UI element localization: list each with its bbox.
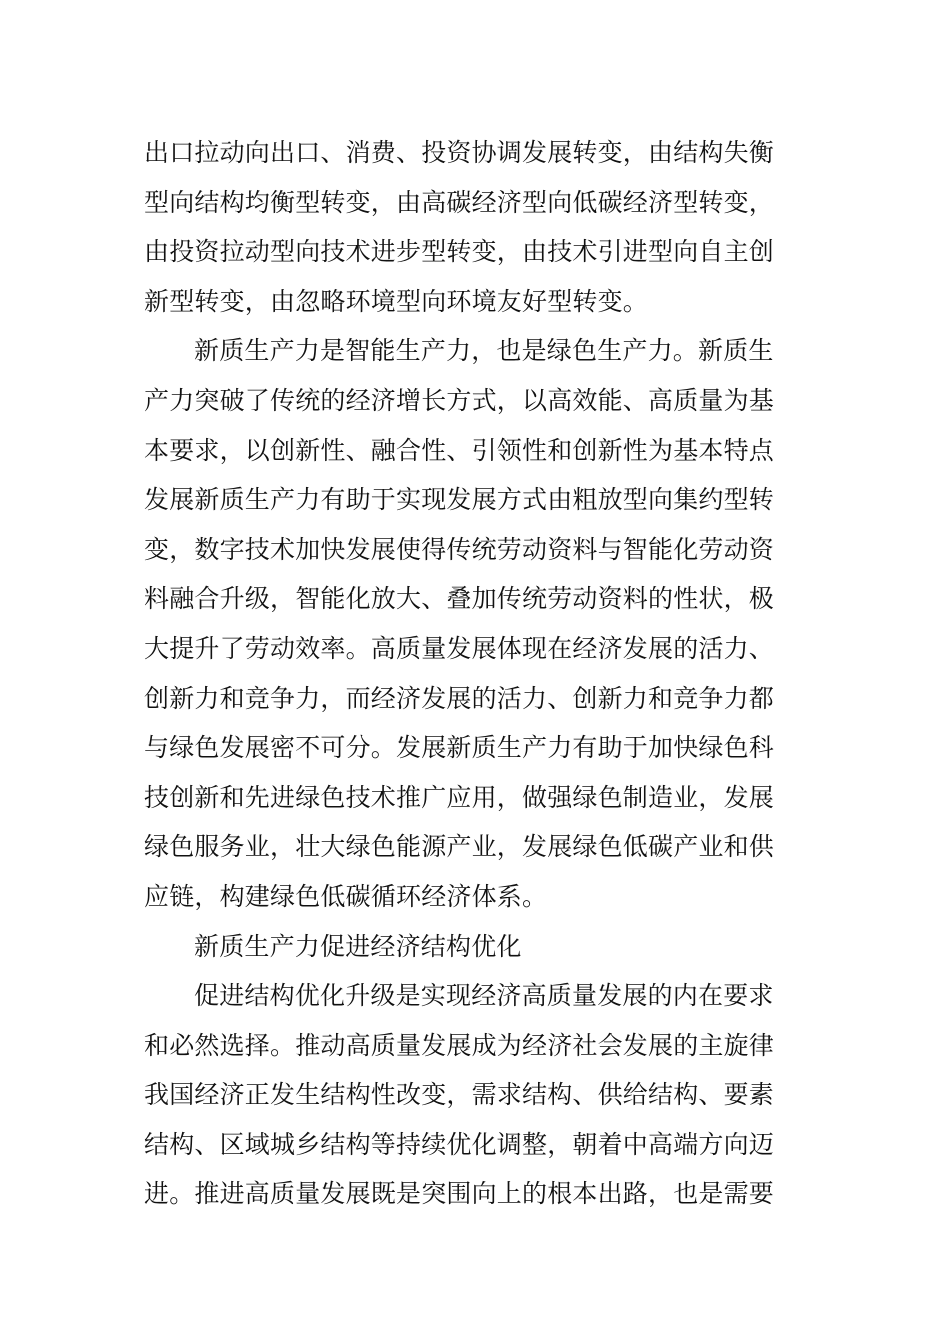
text-line: 产力突破了传统的经济增长方式，以高效能、高质量为基	[144, 385, 775, 415]
text-line: 型向结构均衡型转变，由高碳经济型向低碳经济型转变，	[144, 187, 775, 217]
text-line: 与绿色发展密不可分。发展新质生产力有助于加快绿色科	[144, 733, 775, 763]
text-line: 大提升了劳动效率。高质量发展体现在经济发展的活力、	[144, 633, 775, 663]
text-line: 结构、区域城乡结构等持续优化调整，朝着中高端方向迈	[144, 1129, 775, 1159]
text-line: 发展新质生产力有助于实现发展方式由粗放型向集约型转	[144, 485, 775, 515]
text-line: 出口拉动向出口、消费、投资协调发展转变，由结构失衡	[144, 138, 775, 167]
text-line: 技创新和先进绿色技术推广应用，做强绿色制造业，发展	[144, 782, 775, 812]
text-line: 变，数字技术加快发展使得传统劳动资料与智能化劳动资	[144, 534, 775, 564]
text-line: 应链，构建绿色低碳循环经济体系。	[144, 881, 548, 911]
text-line: 和必然选择。推动高质量发展成为经济社会发展的主旋律	[144, 1030, 775, 1060]
text-line: 绿色服务业，壮大绿色能源产业，发展绿色低碳产业和供	[144, 832, 775, 862]
body-text	[144, 128, 808, 1219]
text-line: 由投资拉动型向技术进步型转变，由技术引进型向自主创	[144, 237, 775, 267]
text-line: 本要求，以创新性、融合性、引领性和创新性为基本特点	[144, 435, 775, 465]
text-line: 创新力和竞争力，而经济发展的活力、创新力和竞争力都	[144, 683, 775, 713]
text-line: 我国经济正发生结构性改变，需求结构、供给结构、要素	[144, 1080, 775, 1110]
text-line: 料融合升级，智能化放大、叠加传统劳动资料的性状，极	[144, 584, 775, 614]
paragraph-first-line: 促进结构优化升级是实现经济高质量发展的内在要求	[194, 981, 774, 1011]
text-line: 进。推进高质量发展既是突围向上的根本出路，也是需要	[144, 1179, 775, 1209]
section-heading: 新质生产力促进经济结构优化	[194, 931, 522, 961]
text-line: 新型转变，由忽略环境型向环境友好型转变。	[144, 286, 649, 316]
paragraph-first-line: 新质生产力是智能生产力，也是绿色生产力。新质生	[194, 336, 774, 366]
